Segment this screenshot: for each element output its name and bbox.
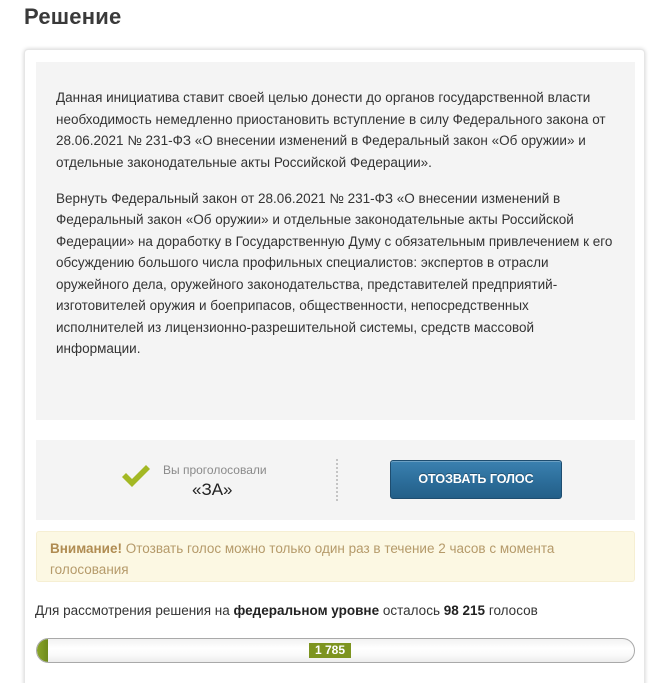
checkmark-icon xyxy=(120,464,152,490)
remaining-prefix: Для рассмотрения решения на xyxy=(35,603,230,618)
votes-remaining-text xyxy=(35,603,538,618)
progress-count-badge: 1 785 xyxy=(309,643,351,658)
remaining-level: федеральном уровне xyxy=(233,603,380,618)
decision-card xyxy=(24,49,645,683)
vertical-divider xyxy=(336,459,338,501)
page-title: Решение xyxy=(24,4,122,29)
initiative-description xyxy=(36,62,635,420)
progress-fill xyxy=(37,639,48,662)
warning-title: Внимание! xyxy=(50,541,122,556)
votes-progress-bar xyxy=(36,638,635,663)
vote-status-panel xyxy=(36,440,635,520)
description-paragraph: Данная инициатива ставит своей целью донести до органов государственной власти необходимость немедленно приостановить вступление в силу Федерального закона от 28.06.2021 № 231-ФЗ «О внесении изменений в Федеральный закон «Об оружии» и отдельные законодательные акты Российской Федерации». xyxy=(56,90,606,170)
remaining-suffix: голосов xyxy=(488,603,538,618)
warning-alert xyxy=(36,531,635,582)
warning-text: Отозвать голос можно только один раз в течение 2 часов с момента голосования xyxy=(50,541,555,577)
voted-value: «ЗА» xyxy=(192,480,233,499)
description-paragraph: Вернуть Федеральный закон от 28.06.2021 № 231-ФЗ «О внесении изменений в Федеральный закон «Об оружии» и отдельные законодательные акты Российской Федерации» на доработку в Государственную Думу с обязательным привлечением к его обсуждению большого числа профильных специалистов: экспертов в отрасли оружейного дела, оружейного законодательства, представителей предприятий-изготовителей оружия и боеприпасов, общественности, непосредственных исполнителей из лицензионно-разрешительной системы, средств массовой информации. xyxy=(56,190,613,356)
remaining-middle: осталось xyxy=(382,603,440,618)
remaining-count: 98 215 xyxy=(443,603,486,618)
voted-label: Вы проголосовали xyxy=(163,463,267,477)
revoke-vote-button[interactable]: ОТОЗВАТЬ ГОЛОС xyxy=(390,460,562,499)
